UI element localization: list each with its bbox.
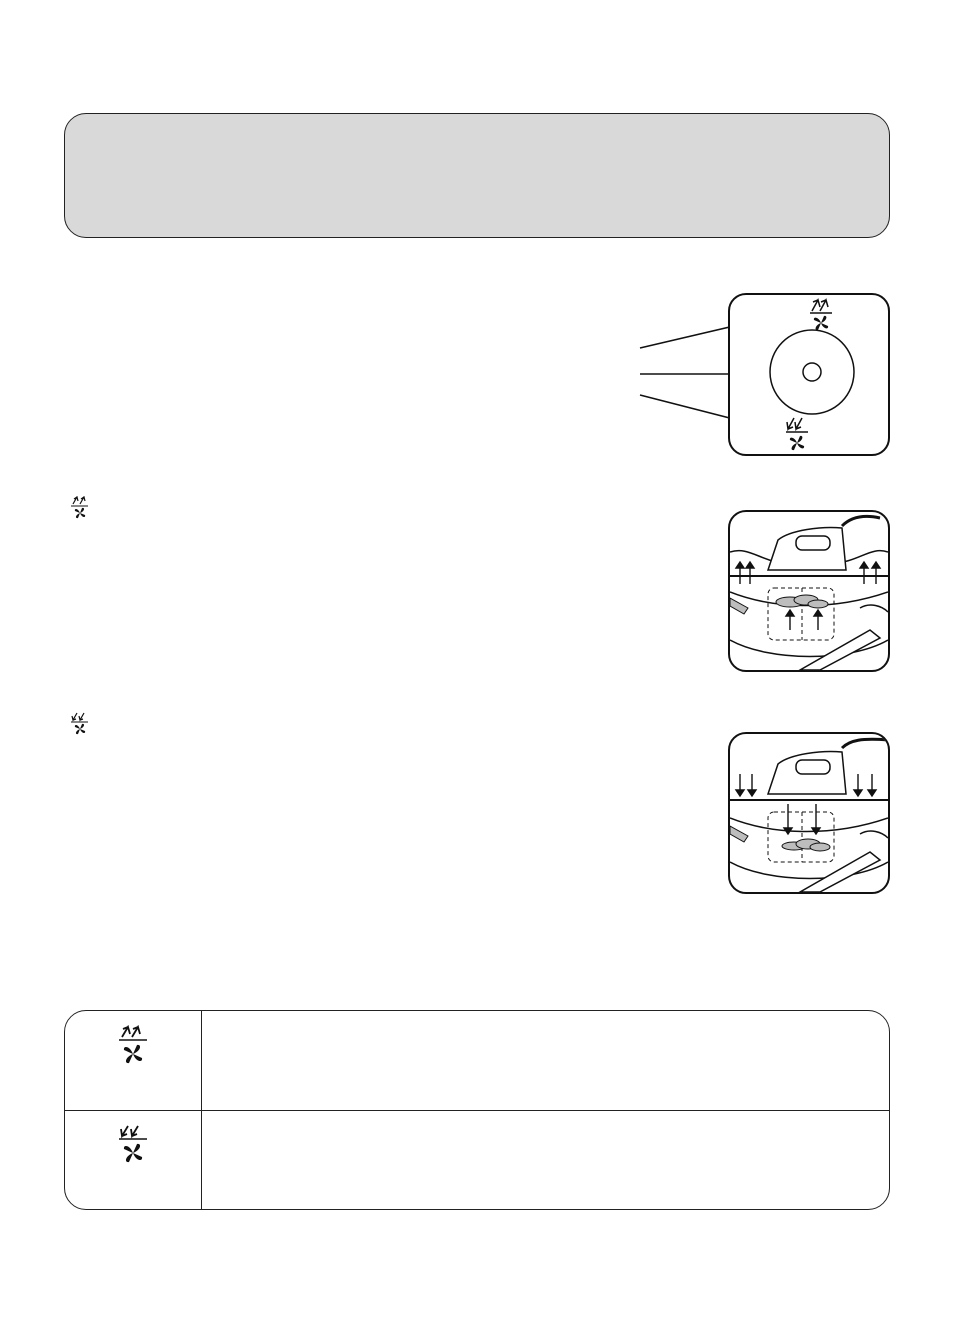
fan-blow-up-icon: [70, 496, 94, 520]
fan-blow-up-icon: [810, 300, 832, 330]
table-text-cell: [202, 1011, 889, 1110]
section-header-box: [64, 113, 890, 238]
table-icon-cell: [65, 1110, 202, 1210]
table-icon-cell: [65, 1011, 202, 1110]
fan-mode-table: [64, 1010, 890, 1210]
table-row: [65, 1110, 889, 1210]
knob-diagram: [730, 295, 888, 454]
table-text-cell: [202, 1110, 889, 1210]
fan-suction-down-icon: [786, 418, 808, 450]
fan-blow-up-icon: [117, 1025, 151, 1067]
fan-off-dot-icon: [803, 363, 821, 381]
fan-suction-down-icon: [70, 712, 94, 736]
fan-suction-down-icon: [117, 1124, 151, 1166]
fan-mode-knob-panel: [728, 293, 890, 456]
table-row: [65, 1011, 889, 1111]
ironing-board-blow-illustration: [728, 510, 890, 672]
ironing-board-suction-illustration: [728, 732, 890, 894]
